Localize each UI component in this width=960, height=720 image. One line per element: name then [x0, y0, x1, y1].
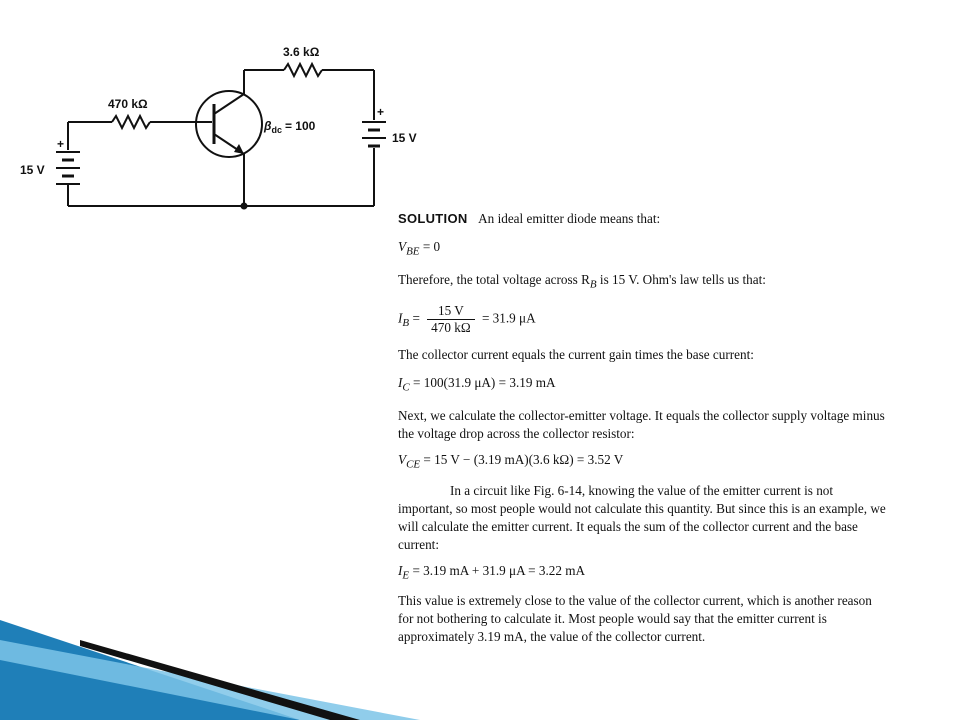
- equation-vce: $V_{CE} = 15$ V − (3.19 mA)(3.6 kΩ) = 3.52 V: [398, 451, 624, 471]
- equation-ie: $I_E = 3.19$ mA + 31.9 μA = 3.22 mA: [398, 562, 586, 582]
- base-resistor-label: 470 kΩ: [108, 97, 148, 111]
- equation-ib: $I_B$ = $\frac{15 V}{470 k\Omega}$ = 31.9 μA: [398, 303, 536, 336]
- solution-intro-text: An ideal emitter diode means that:: [478, 211, 661, 226]
- collector-supply-label: 15 V: [392, 131, 417, 145]
- transistor-circuit-diagram: [0, 0, 420, 230]
- equation-vbe: $V_{BE} = 0$: [398, 239, 441, 258]
- base-supply-plus: +: [57, 137, 65, 151]
- beta-label: $\beta_{dc} = 100$: [264, 119, 316, 135]
- paragraph-collector-emitter-voltage: Next, we calculate the collector-emitter voltage. It equals the collector supply voltage minus the voltage drop across the collector resistor:: [398, 407, 885, 441]
- fraction-ib: $\frac{15 V}{470 k\Omega}$: [427, 303, 474, 336]
- equation-ic: $I_C = 100(31.9$ μA) = 3.19 mA: [398, 375, 556, 394]
- paragraph-collector-current: The collector current equals the current gain times the base current:: [398, 347, 754, 363]
- base-supply-label: 15 V: [20, 163, 45, 177]
- collector-supply-plus: +: [377, 105, 385, 119]
- collector-resistor-label: 3.6 kΩ: [283, 45, 320, 59]
- solution-section: [398, 210, 888, 646]
- paragraph-emitter-current: In a circuit like Fig. 6-14, knowing the value of the emitter current is not important, so most people would not calculate this quantity. But since this is an example, we will calculate the emitter current. It equals the sum of the collector current and the base current:: [398, 482, 886, 552]
- paragraph-total-voltage: Therefore, the total voltage across $R_B$ is 15 V. Ohm's law tells us that:: [398, 271, 766, 291]
- solution-heading: SOLUTION: [398, 211, 468, 226]
- paragraph-conclusion: This value is extremely close to the value of the collector current, which is another reason for not bothering to calculate it. Most people would say that the emitter current is approximately 3.19 mA, the value of the collector current.: [398, 593, 872, 645]
- decorative-swoosh: [0, 620, 600, 720]
- solution-intro: [398, 210, 888, 228]
